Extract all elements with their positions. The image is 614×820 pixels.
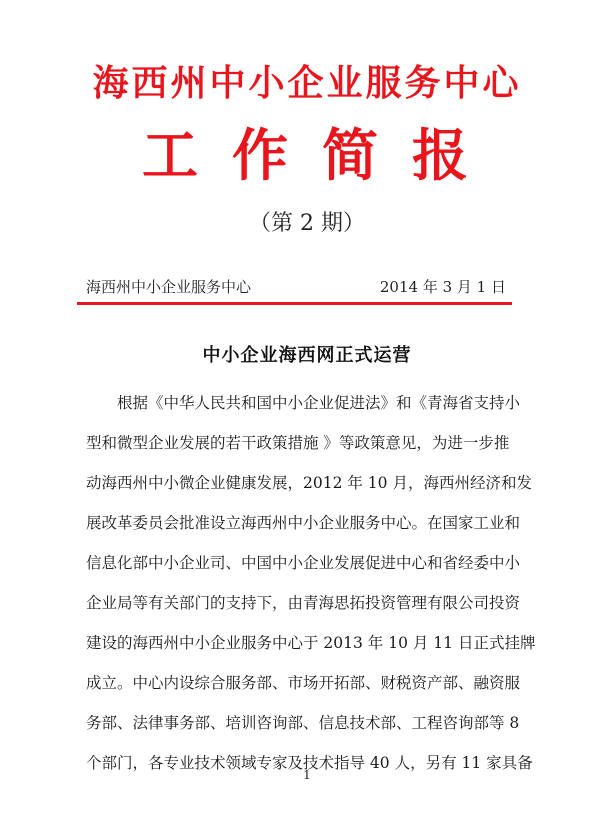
body-line: 建设的海西州中小企业服务中心于 2013 年 10 月 11 日正式挂牌 <box>86 634 536 652</box>
body-line: 个部门，各专业技术领域专家及技术指导 40 人，另有 11 家具备 <box>86 754 533 772</box>
header-meta-row <box>86 276 506 298</box>
body-line: 企业局等有关部门的支持下，由青海思拓投资管理有限公司投资 <box>86 594 521 612</box>
issue-date: 2014 年 3 月 1 日 <box>379 278 506 296</box>
body-line: 展改革委员会批准设立海西州中小企业服务中心。在国家工业和 <box>86 514 521 532</box>
issuer-name: 海西州中小企业服务中心 <box>86 278 252 296</box>
article-body <box>86 393 536 793</box>
body-line: 信息化部中小企业司、中国中小企业发展促进中心和省经委中小 <box>86 554 521 572</box>
article-title: 中小企业海西网正式运营 <box>202 345 412 366</box>
body-line: 型和微型企业发展的若干政策措施 》等政策意见，为进一步推 <box>86 434 510 452</box>
org-title: 海西州中小企业服务中心 <box>92 62 522 104</box>
main-title: 工作简报 <box>142 123 502 189</box>
issue-number: （第 2 期） <box>249 211 365 236</box>
body-line: 成立。中心内设综合服务部、市场开拓部、财税资产部、融资服 <box>86 674 521 692</box>
body-line: 务部、法律事务部、培训咨询部、信息技术部、工程咨询部等 8 <box>86 714 520 732</box>
red-divider <box>77 302 512 305</box>
page-number: 1 <box>303 768 311 782</box>
body-line: 根据《中华人民共和国中小企业促进法》和《青海省支持小 <box>117 394 521 412</box>
body-line: 动海西州中小微企业健康发展，2012 年 10 月，海西州经济和发 <box>86 474 532 492</box>
